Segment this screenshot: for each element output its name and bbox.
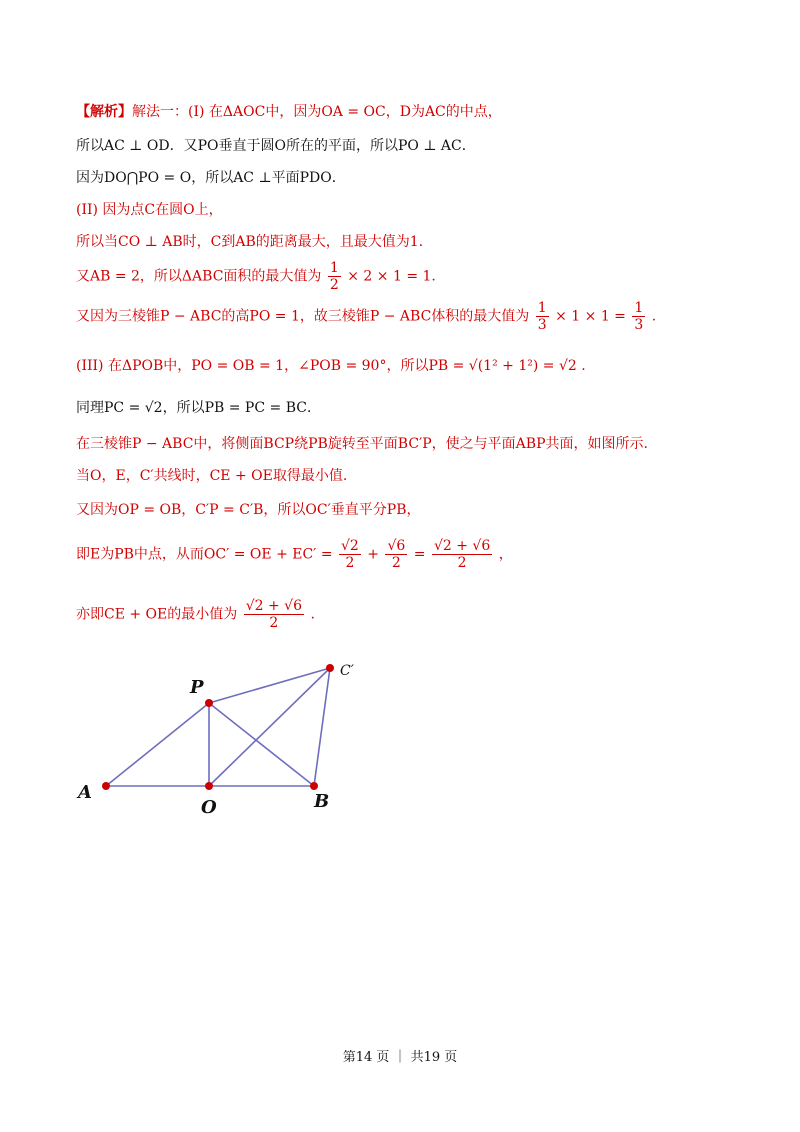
label-P: P [190,677,204,698]
fraction: $\frac{1}{3}$ [634,300,644,333]
label-A: A [78,782,92,803]
solution-line-11: 当O，E，C′共线时，CE + OE取得最小值. [76,468,348,484]
solution-line-6: 又AB = 2，所以ΔABC面积的最大值为 $\frac{1}{2}$ × 2 × 1 = 1. [76,260,436,293]
point-P [205,699,213,707]
analysis-heading: 【解析】 [76,104,132,120]
solution-line-7: 又因为三棱锥P − ABC的高PO = 1，故三棱锥P − ABC体积的最大值为 $\frac{1}{3}$ × 1 × 1 = $\frac{1}{3}$ . [76,300,657,333]
point-A [102,782,110,790]
point-B [310,782,318,790]
solution-line-9: 同理PC = √2，所以PB = PC = BC． [76,400,321,416]
fraction: $\frac{√2 + √6}{2}$ [433,538,491,571]
solution-line-5: 所以当CO ⊥ AB时，C到AB的距离最大，且最大值为1. [76,234,424,250]
fraction: $\frac{√6}{2}$ [387,538,406,571]
segment-PB [209,703,314,786]
solution-line-12: 又因为OP = OB，C′P = C′B，所以OC′垂直平分PB， [76,502,421,518]
page-footer: 第14 页 ｜ 共19 页 [342,1050,458,1065]
segment-AP [106,703,209,786]
solution-line-3: 因为DO⋂PO = O，所以AC ⊥平面PDO． [76,170,346,186]
label-B: B [314,791,330,812]
solution-line-14: 亦即CE + OE的最小值为 $\frac{√2 + √6}{2}$ . [76,598,315,631]
label-C: C′ [340,663,354,679]
fraction: $\frac{√2}{2}$ [341,538,359,571]
solution-line-4: (II) 因为点C在圆O上， [76,202,223,218]
point-C [326,664,334,672]
segment-BC [314,668,330,786]
fraction: $\frac{1}{3}$ [537,300,547,333]
solution-line-13: 即E为PB中点，从而OC′ = OE + EC′ = $\frac{√2}{2}$ + $\frac{√6}{2}$ = $\frac{√2 + √6}{2}$ ， [76,538,513,571]
fraction: $\frac{√2 + √6}{2}$ [245,598,303,631]
solution-line-2: 所以AC ⊥ OD．又PO垂直于圆O所在的平面，所以PO ⊥ AC． [76,138,476,154]
geometry-figure [70,655,370,825]
solution-line-8: (III) 在ΔPOB中，PO = OB = 1，∠POB = 90°，所以PB = √(1² + 1²) = √2 . [76,358,586,374]
solution-line-1: 【解析】解法一：(I) 在ΔAOC中，因为OA = OC，D为AC的中点， [76,104,502,120]
fraction: $\frac{1}{2}$ [329,260,339,293]
label-O: O [201,797,217,818]
solution-line-10: 在三棱锥P − ABC中，将侧面BCP绕PB旋转至平面BC′P，使之与平面ABP共面，如图所示. [76,436,648,452]
point-O [205,782,213,790]
